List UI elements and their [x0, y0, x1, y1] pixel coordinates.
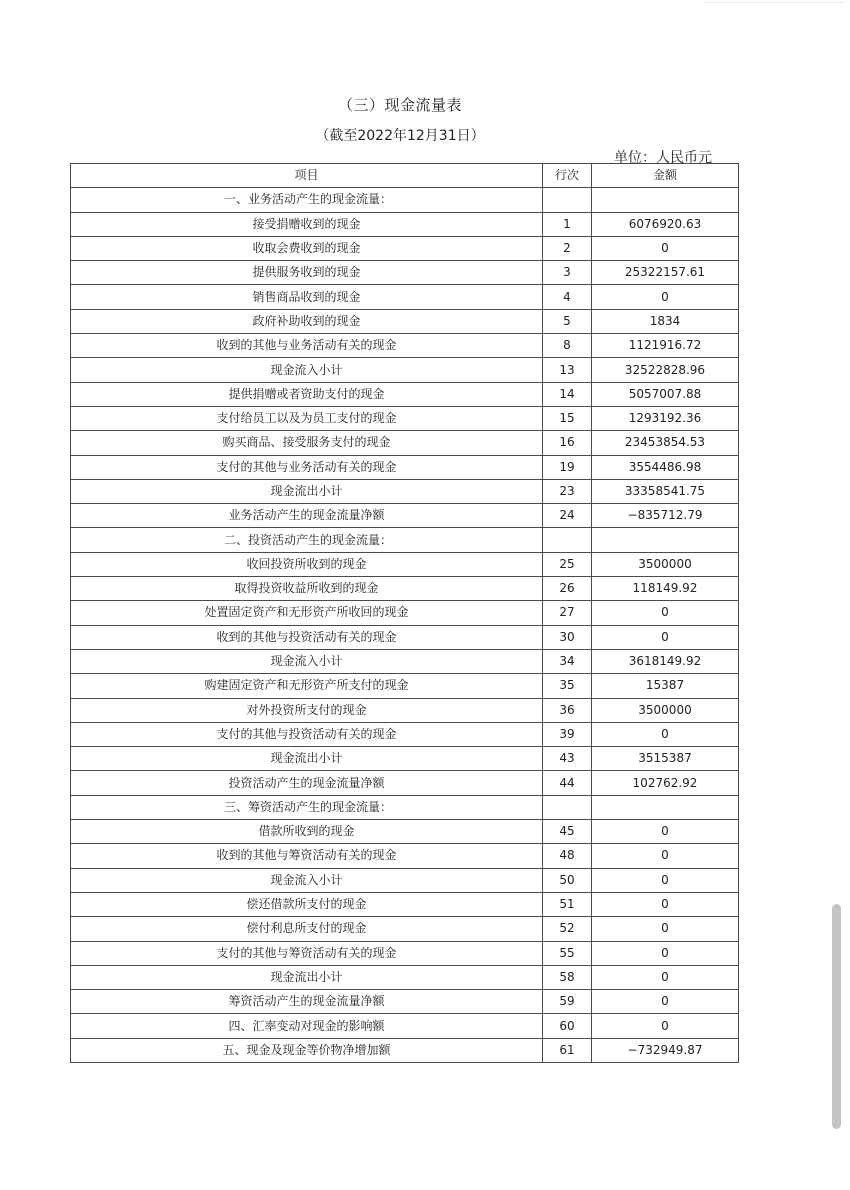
row-item-label: 支付的其他与业务活动有关的现金 [71, 455, 543, 479]
row-amount: 0 [592, 236, 739, 260]
row-line-number: 44 [543, 771, 592, 795]
row-amount: 0 [592, 625, 739, 649]
row-item-label: 现金流入小计 [71, 868, 543, 892]
row-line-number: 30 [543, 625, 592, 649]
page-title: （三）现金流量表 [337, 96, 462, 114]
column-header-amount: 金额 [592, 164, 739, 188]
row-line-number: 60 [543, 1014, 592, 1038]
row-amount: 0 [592, 820, 739, 844]
row-amount: 1293192.36 [592, 406, 739, 430]
table-row [71, 358, 739, 382]
row-amount: 0 [592, 892, 739, 916]
row-item-label: 借款所收到的现金 [71, 820, 543, 844]
table-row [71, 868, 739, 892]
vertical-scrollbar[interactable] [832, 904, 841, 1129]
row-item-label: 收取会费收到的现金 [71, 236, 543, 260]
row-item-label: 提供服务收到的现金 [71, 261, 543, 285]
row-item-label: 取得投资收益所收到的现金 [71, 577, 543, 601]
row-line-number: 58 [543, 965, 592, 989]
row-item-label: 收到的其他与业务活动有关的现金 [71, 334, 543, 358]
row-line-number: 59 [543, 990, 592, 1014]
row-line-number: 50 [543, 868, 592, 892]
row-amount: 0 [592, 844, 739, 868]
table-section-row [71, 188, 739, 212]
row-line-number: 52 [543, 917, 592, 941]
page-subtitle: （截至2022年12月31日） [315, 128, 485, 144]
table-body [71, 188, 739, 1063]
row-amount: 0 [592, 601, 739, 625]
row-item-label: 现金流入小计 [71, 358, 543, 382]
row-item-label: 现金流出小计 [71, 479, 543, 503]
row-line-number: 19 [543, 455, 592, 479]
table-row [71, 965, 739, 989]
row-item-label: 收到的其他与筹资活动有关的现金 [71, 844, 543, 868]
row-line-number: 1 [543, 212, 592, 236]
table-row [71, 455, 739, 479]
cash-flow-table [70, 163, 739, 1063]
row-amount: −835712.79 [592, 504, 739, 528]
row-amount: 0 [592, 917, 739, 941]
row-amount: 6076920.63 [592, 212, 739, 236]
row-line-number [543, 795, 592, 819]
row-line-number: 23 [543, 479, 592, 503]
row-item-label: 偿付利息所支付的现金 [71, 917, 543, 941]
row-line-number: 8 [543, 334, 592, 358]
column-header-item: 项目 [71, 164, 543, 188]
table-row [71, 212, 739, 236]
table-row [71, 892, 739, 916]
table-row [71, 1014, 739, 1038]
row-amount: 3618149.92 [592, 649, 739, 673]
table-row [71, 990, 739, 1014]
section-heading: 二、投资活动产生的现金流量： [71, 528, 543, 552]
table-row [71, 674, 739, 698]
table-row [71, 625, 739, 649]
row-line-number: 61 [543, 1038, 592, 1062]
row-item-label: 投资活动产生的现金流量净额 [71, 771, 543, 795]
row-amount: 0 [592, 941, 739, 965]
row-line-number: 3 [543, 261, 592, 285]
row-amount: 5057007.88 [592, 382, 739, 406]
row-amount: 3515387 [592, 747, 739, 771]
row-line-number: 43 [543, 747, 592, 771]
row-line-number: 55 [543, 941, 592, 965]
table-row [71, 261, 739, 285]
row-line-number: 45 [543, 820, 592, 844]
row-item-label: 购建固定资产和无形资产所支付的现金 [71, 674, 543, 698]
table-row [71, 917, 739, 941]
table-row [71, 722, 739, 746]
table-row [71, 601, 739, 625]
row-amount: 0 [592, 1014, 739, 1038]
row-item-label: 现金流入小计 [71, 649, 543, 673]
row-line-number [543, 188, 592, 212]
table-row [71, 698, 739, 722]
row-line-number: 25 [543, 552, 592, 576]
row-line-number: 4 [543, 285, 592, 309]
row-amount: 1121916.72 [592, 334, 739, 358]
row-item-label: 现金流出小计 [71, 965, 543, 989]
row-line-number: 24 [543, 504, 592, 528]
row-item-label: 偿还借款所支付的现金 [71, 892, 543, 916]
row-line-number: 14 [543, 382, 592, 406]
row-line-number: 35 [543, 674, 592, 698]
row-line-number: 26 [543, 577, 592, 601]
row-item-label: 业务活动产生的现金流量净额 [71, 504, 543, 528]
table-row [71, 844, 739, 868]
row-amount [592, 795, 739, 819]
section-heading: 一、业务活动产生的现金流量： [71, 188, 543, 212]
table-row [71, 771, 739, 795]
table-row [71, 941, 739, 965]
row-amount: 15387 [592, 674, 739, 698]
row-amount [592, 528, 739, 552]
table-header-row [71, 164, 739, 188]
row-item-label: 购买商品、接受服务支付的现金 [71, 431, 543, 455]
row-amount: 102762.92 [592, 771, 739, 795]
row-line-number: 51 [543, 892, 592, 916]
row-line-number [543, 528, 592, 552]
page-edge-divider [705, 2, 845, 3]
table-row [71, 552, 739, 576]
row-item-label: 五、现金及现金等价物净增加额 [71, 1038, 543, 1062]
row-amount: 33358541.75 [592, 479, 739, 503]
row-item-label: 政府补助收到的现金 [71, 309, 543, 333]
currency-unit: 单位：人民币元 [614, 150, 712, 166]
row-amount: 118149.92 [592, 577, 739, 601]
row-line-number: 15 [543, 406, 592, 430]
row-amount: 23453854.53 [592, 431, 739, 455]
row-item-label: 四、汇率变动对现金的影响额 [71, 1014, 543, 1038]
row-item-label: 处置固定资产和无形资产所收回的现金 [71, 601, 543, 625]
row-amount: −732949.87 [592, 1038, 739, 1062]
table-row [71, 334, 739, 358]
row-item-label: 筹资活动产生的现金流量净额 [71, 990, 543, 1014]
table-section-row [71, 528, 739, 552]
table-row [71, 479, 739, 503]
row-item-label: 提供捐赠或者资助支付的现金 [71, 382, 543, 406]
row-amount: 25322157.61 [592, 261, 739, 285]
row-amount: 1834 [592, 309, 739, 333]
row-item-label: 对外投资所支付的现金 [71, 698, 543, 722]
row-line-number: 39 [543, 722, 592, 746]
row-amount: 3500000 [592, 698, 739, 722]
row-item-label: 现金流出小计 [71, 747, 543, 771]
table-row [71, 820, 739, 844]
row-amount: 3500000 [592, 552, 739, 576]
section-heading: 三、筹资活动产生的现金流量： [71, 795, 543, 819]
row-amount: 32522828.96 [592, 358, 739, 382]
row-line-number: 27 [543, 601, 592, 625]
table-row [71, 309, 739, 333]
row-amount: 0 [592, 868, 739, 892]
row-amount: 0 [592, 965, 739, 989]
table-row [71, 382, 739, 406]
row-amount: 0 [592, 285, 739, 309]
table-section-row [71, 795, 739, 819]
row-line-number: 5 [543, 309, 592, 333]
table-row [71, 431, 739, 455]
row-item-label: 收到的其他与投资活动有关的现金 [71, 625, 543, 649]
table-row [71, 747, 739, 771]
table-row [71, 649, 739, 673]
row-item-label: 支付的其他与投资活动有关的现金 [71, 722, 543, 746]
row-line-number: 36 [543, 698, 592, 722]
row-item-label: 收回投资所收到的现金 [71, 552, 543, 576]
row-line-number: 13 [543, 358, 592, 382]
row-item-label: 支付给员工以及为员工支付的现金 [71, 406, 543, 430]
row-amount: 0 [592, 722, 739, 746]
table-row [71, 406, 739, 430]
row-item-label: 销售商品收到的现金 [71, 285, 543, 309]
row-line-number: 16 [543, 431, 592, 455]
row-item-label: 接受捐赠收到的现金 [71, 212, 543, 236]
row-line-number: 2 [543, 236, 592, 260]
row-amount: 3554486.98 [592, 455, 739, 479]
table-row [71, 504, 739, 528]
table-row [71, 1038, 739, 1062]
row-item-label: 支付的其他与筹资活动有关的现金 [71, 941, 543, 965]
row-line-number: 34 [543, 649, 592, 673]
table-row [71, 236, 739, 260]
row-line-number: 48 [543, 844, 592, 868]
row-amount [592, 188, 739, 212]
table-row [71, 285, 739, 309]
table-row [71, 577, 739, 601]
column-header-line: 行次 [543, 164, 592, 188]
row-amount: 0 [592, 990, 739, 1014]
